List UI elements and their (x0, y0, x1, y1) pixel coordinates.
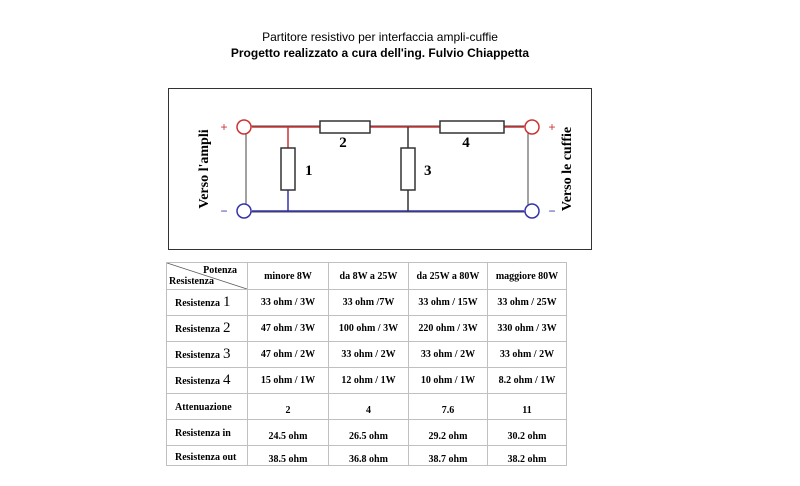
resistor-1-label: 1 (305, 163, 313, 179)
table-cell: 10 ohm / 1W (409, 368, 488, 394)
table-cell: 38.7 ohm (409, 446, 488, 466)
table-cell: 330 ohm / 3W (488, 316, 567, 342)
table-cell: 33 ohm / 25W (488, 290, 567, 316)
column-header: da 8W a 25W (329, 263, 409, 290)
table-corner-cell (167, 263, 248, 290)
resistor-3 (401, 148, 415, 190)
column-header: maggiore 80W (488, 263, 567, 290)
table-header-row (167, 263, 567, 290)
table-cell: 220 ohm / 3W (409, 316, 488, 342)
table-row (167, 446, 567, 466)
column-header: minore 8W (248, 263, 329, 290)
table-cell: 7.6 (409, 394, 488, 420)
corner-top-label: Potenza (203, 265, 237, 276)
corner-bottom-label: Resistenza (169, 276, 214, 287)
table-cell: 33 ohm /7W (329, 290, 409, 316)
row-label: Resistenza 1 (167, 290, 248, 316)
row-label: Resistenza 2 (167, 316, 248, 342)
left-negative-terminal (237, 204, 251, 218)
resistor-1 (281, 148, 295, 190)
circuit-diagram (168, 88, 592, 250)
row-label: Resistenza 4 (167, 368, 248, 394)
spec-table (166, 262, 567, 466)
table-row (167, 368, 567, 394)
table-cell: 8.2 ohm / 1W (488, 368, 567, 394)
right-negative-terminal (525, 204, 539, 218)
column-header: da 25W a 80W (409, 263, 488, 290)
left-minus-sign: − (220, 204, 228, 218)
row-label: Resistenza in (167, 420, 248, 446)
right-positive-terminal (525, 120, 539, 134)
table-cell: 33 ohm / 2W (409, 342, 488, 368)
table-cell: 12 ohm / 1W (329, 368, 409, 394)
title-line-2: Progetto realizzato a cura dell'ing. Fulvio Chiappetta (230, 46, 530, 60)
left-side-label: Verso l'ampli (197, 129, 212, 209)
row-label: Resistenza out (167, 446, 248, 466)
left-plus-sign: + (220, 120, 228, 134)
row-label: Resistenza 3 (167, 342, 248, 368)
table-cell: 33 ohm / 3W (248, 290, 329, 316)
table-cell: 33 ohm / 15W (409, 290, 488, 316)
resistor-2 (320, 121, 370, 133)
table-cell: 38.5 ohm (248, 446, 329, 466)
table-cell: 30.2 ohm (488, 420, 567, 446)
right-plus-sign: + (548, 120, 556, 134)
resistor-4 (440, 121, 504, 133)
table-row (167, 342, 567, 368)
resistor-2-label: 2 (339, 135, 347, 151)
title-line-1: Partitore resistivo per interfaccia ampli-cuffie (262, 30, 498, 44)
table-cell: 2 (248, 394, 329, 420)
right-side-label: Verso le cuffie (560, 126, 575, 212)
table-cell: 36.8 ohm (329, 446, 409, 466)
table-cell: 47 ohm / 3W (248, 316, 329, 342)
table-cell: 33 ohm / 2W (488, 342, 567, 368)
table-cell: 47 ohm / 2W (248, 342, 329, 368)
table-cell: 38.2 ohm (488, 446, 567, 466)
resistor-4-label: 4 (462, 135, 470, 151)
table-cell: 100 ohm / 3W (329, 316, 409, 342)
table-cell: 11 (488, 394, 567, 420)
table-row (167, 420, 567, 446)
right-minus-sign: − (548, 204, 556, 218)
table-cell: 29.2 ohm (409, 420, 488, 446)
row-label: Attenuazione (167, 394, 248, 420)
table-cell: 15 ohm / 1W (248, 368, 329, 394)
left-positive-terminal (237, 120, 251, 134)
table-row (167, 394, 567, 420)
table-cell: 24.5 ohm (248, 420, 329, 446)
resistor-3-label: 3 (424, 163, 432, 179)
table-row (167, 290, 567, 316)
table-cell: 33 ohm / 2W (329, 342, 409, 368)
table-cell: 26.5 ohm (329, 420, 409, 446)
table-row (167, 316, 567, 342)
table-cell: 4 (329, 394, 409, 420)
